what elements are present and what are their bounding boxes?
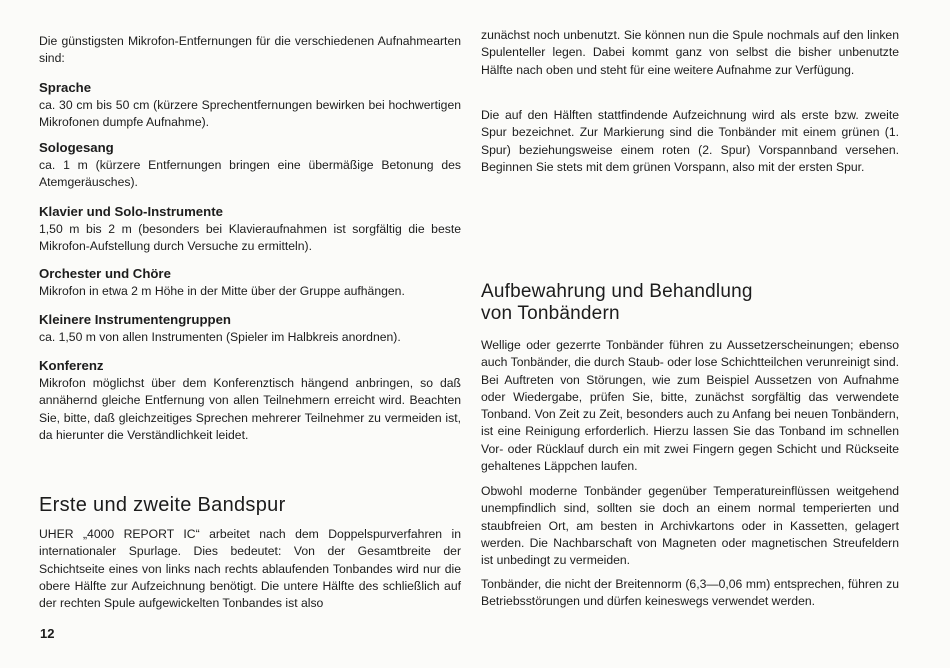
section-text: 1,50 m bis 2 m (besonders bei Klavieraufnahmen ist sorgfältig die beste Mikrofon-Aufstellung durch Versuche zu ermitteln).: [39, 222, 461, 254]
paragraph: Die auf den Hälften stattfindende Aufzeichnung wird als erste bzw. zweite Spur bezeichnet. Zur Markierung sind die Tonbänder mit einem grünen (1. Spur) beziehungsweise einem roten (2. Spur) Vorspannband versehen. Beginnen Sie stets mit dem grünen Vorspann, also mit der ersten Spur.: [481, 108, 899, 174]
section-title: Sprache: [39, 80, 92, 95]
bandspur-text: UHER „4000 REPORT IC“ arbeitet nach dem Doppelspurverfahren in internationaler Spurlage. Dies bedeutet: Von der Gesamtbreite der Schichtseite eines von links nach rechts ablaufenden Tonbandes wird nur die obere Hälfte zur Aufzeichnung benötigt. Die untere Hälfte des schließlich auf der rechten Spule aufgewickelten Tonbandes ist also: [39, 527, 461, 611]
page-number: 12: [40, 626, 55, 641]
paragraph: Obwohl moderne Tonbänder gegenüber Temperatureinflüssen weitgehend unempfindlich sind, sollten sie doch an einem normal temperierten und staubfreien Ort, am besten in Archivkartons oder in Kassetten, gelagert werden. Die Nachbarschaft von Magneten oder magnetischen Streufeldern ist unbedingt zu vermeiden.: [481, 484, 899, 568]
section-title: Sologesang: [39, 140, 114, 155]
section-title: Konferenz: [39, 358, 104, 373]
paragraph: Wellige oder gezerrte Tonbänder führen zu Aussetzerscheinungen; ebenso auch Tonbänder, die durch Staub- oder lose Schichtteilchen verunreinigt sind. Bei Auftreten von Störungen, wie zum Beispiel Aussetzen von Aufnahme oder Wiedergabe, prüfen Sie, bitte, zunächst sorgfältig das verwendete Tonband. Von Zeit zu Zeit, besonders auch zu Anfang bei neuen Tonbändern, ist eine Reinigung erforderlich. Hierzu lassen Sie das Tonband im schnellen Vor- oder Rücklauf durch ein mit zwei Fingern gegen Schicht und Rückseite gehaltenes Läppchen laufen.: [481, 338, 899, 474]
section-title: Orchester und Chöre: [39, 266, 171, 281]
intro-text: Die günstigsten Mikrofon-Entfernungen für die verschiedenen Aufnahmearten sind:: [39, 34, 461, 66]
section-text: ca. 1,50 m von allen Instrumenten (Spieler im Halbkreis anordnen).: [39, 330, 401, 344]
section-text: Mikrofon möglichst über dem Konferenztisch hängend anbringen, so daß annähernd gleiche Entfernung von allen Teilnehmern erreicht wird. Beachten Sie, bitte, daß gleichzeitiges Sprechen mehrerer Teilnehmer zu vermeiden ist, da hierunter die Verständlichkeit leidet.: [39, 376, 461, 442]
section-text: ca. 1 m (kürzere Entfernungen bringen eine übermäßige Betonung des Atemgeräusches).: [39, 158, 461, 190]
heading-line: von Tonbändern: [481, 303, 620, 324]
heading-line: Aufbewahrung und Behandlung: [481, 281, 753, 302]
section-title: Klavier und Solo-Instrumente: [39, 204, 223, 219]
heading-aufbewahrung: [481, 281, 899, 325]
section-title: Kleinere Instrumentengruppen: [39, 312, 231, 327]
section-text: Mikrofon in etwa 2 m Höhe in der Mitte über der Gruppe aufhängen.: [39, 284, 405, 298]
heading-bandspur: Erste und zweite Bandspur: [39, 494, 286, 516]
section-text: ca. 30 cm bis 50 cm (kürzere Sprechentfernungen bewirken bei hochwertigen Mikrofonen dumpfe Aufnahme).: [39, 98, 461, 130]
paragraph: Tonbänder, die nicht der Breitennorm (6,3—0,06 mm) entsprechen, führen zu Betriebsstörungen und dürfen keineswegs verwendet werden.: [481, 577, 899, 609]
paragraph: zunächst noch unbenutzt. Sie können nun die Spule nochmals auf den linken Spulenteller legen. Dabei kommt ganz von selbst die bisher unbenutzte Hälfte nach oben und steht für eine weitere Aufnahme zur Verfügung.: [481, 28, 899, 77]
